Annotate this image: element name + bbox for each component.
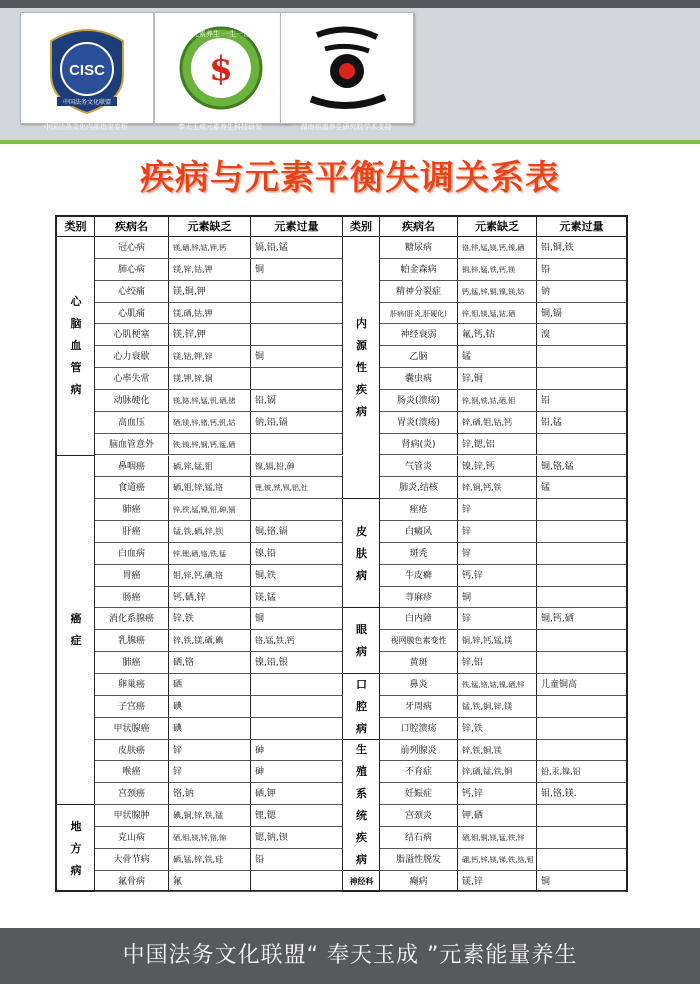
table-cell bbox=[537, 827, 626, 849]
table-cell: 肝病(肝炎,肝硬化) bbox=[380, 303, 458, 325]
table-cell: 脑血管意外 bbox=[95, 434, 169, 456]
table-cell: 铅,铜,铁 bbox=[537, 237, 626, 259]
table-cell: 锌,铜,钙,铁 bbox=[458, 477, 537, 499]
table-cell: 斑秃 bbox=[380, 543, 458, 565]
table-cell: 癫病 bbox=[380, 871, 458, 893]
table-cell: 钼,锌,钙,碘,铬 bbox=[169, 565, 251, 587]
table-cell: 镍,铅 bbox=[251, 543, 343, 565]
table-cell: 碘 bbox=[169, 696, 251, 718]
category-label: 口腔病 bbox=[356, 677, 367, 735]
table-cell: 镁,钾,锌,铜 bbox=[169, 368, 251, 390]
table-cell: 镍,镉,铅,砷 bbox=[251, 456, 343, 478]
logo-caption-1: 中国法务文化内部指定专柜 bbox=[44, 123, 128, 131]
table-cell: 砷 bbox=[251, 740, 343, 762]
table-cell: 精神分裂症 bbox=[380, 281, 458, 303]
table-cell: 白癜风 bbox=[380, 521, 458, 543]
table-cell: 肠炎(溃疡) bbox=[380, 390, 458, 412]
table-cell: 铜,锌,钙,锰,镁 bbox=[458, 630, 537, 652]
table-cell: 钙,硒,锌 bbox=[169, 587, 251, 609]
category-label: 眼病 bbox=[356, 623, 367, 659]
category-cell bbox=[57, 456, 95, 806]
table-cell: 钙,锌 bbox=[458, 565, 537, 587]
table-cell: 锌,钼,镁,锰,钴,硒 bbox=[458, 303, 537, 325]
table-cell bbox=[251, 696, 343, 718]
table-cell: 心绞痛 bbox=[95, 281, 169, 303]
table-cell: 铅,锰 bbox=[537, 412, 626, 434]
cisc-badge-subtext: 中国法务文化联盟 bbox=[62, 99, 112, 106]
cisc-badge-text: CISC bbox=[69, 62, 105, 79]
table-cell: 肺炎,结核 bbox=[380, 477, 458, 499]
table-cell bbox=[537, 346, 626, 368]
category-cell bbox=[343, 608, 380, 674]
table-cell bbox=[251, 324, 343, 346]
table-cell: 砷 bbox=[251, 761, 343, 783]
table-cell bbox=[537, 368, 626, 390]
table-cell: 肺癌 bbox=[95, 499, 169, 521]
table-cell: 铜,镉 bbox=[537, 303, 626, 325]
table-cell: 甲状腺肿 bbox=[95, 805, 169, 827]
table-cell: 肾病(炎) bbox=[380, 434, 458, 456]
table-cell: 氟 bbox=[169, 871, 251, 893]
table-cell: 乙脑 bbox=[380, 346, 458, 368]
table-cell: 鼻咽癌 bbox=[95, 456, 169, 478]
table-cell: 铜,铁 bbox=[251, 565, 343, 587]
table-cell bbox=[537, 805, 626, 827]
table-cell bbox=[537, 718, 626, 740]
table-cell bbox=[537, 543, 626, 565]
table-header-3: 元素过量 bbox=[251, 217, 343, 237]
table-cell: 锌 bbox=[458, 521, 537, 543]
table-cell: 硒 bbox=[169, 674, 251, 696]
table-cell: 高血压 bbox=[95, 412, 169, 434]
table-cell bbox=[251, 871, 343, 893]
table-cell: 锌,钢,铁,钴,硒,钼 bbox=[458, 390, 537, 412]
table-cell: 铬,钠 bbox=[169, 783, 251, 805]
table-cell: 锌,硒,钼,钴,钙 bbox=[458, 412, 537, 434]
table-cell: 钠,铅,镉 bbox=[251, 412, 343, 434]
table-cell: 铜,钙,硒 bbox=[537, 608, 626, 630]
table-cell: 黄斑 bbox=[380, 652, 458, 674]
table-cell: 荨麻疹 bbox=[380, 587, 458, 609]
table-cell: 动脉硬化 bbox=[95, 390, 169, 412]
table-cell: 铅 bbox=[537, 259, 626, 281]
table-cell: 溴 bbox=[537, 324, 626, 346]
table-cell: 不育症 bbox=[380, 761, 458, 783]
table-cell: 痤疮 bbox=[380, 499, 458, 521]
table-cell: 心率失常 bbox=[95, 368, 169, 390]
table-cell: 冠心病 bbox=[95, 237, 169, 259]
table-cell: 铁,锰,铬,钴,镍,硒,锌 bbox=[458, 674, 537, 696]
table-cell: 锌,铁,镁,硒,碘 bbox=[169, 630, 251, 652]
svg-text:$: $ bbox=[209, 49, 233, 89]
table-cell bbox=[537, 521, 626, 543]
table-header-2: 元素缺乏 bbox=[458, 217, 537, 237]
table-cell: 钙,锰,锌,铜,镍,镁,钴 bbox=[458, 281, 537, 303]
table-cell: 喉癌 bbox=[95, 761, 169, 783]
table-cell: 硒,锰,锌,铁,硅 bbox=[169, 849, 251, 871]
table-cell: 前列腺炎 bbox=[380, 740, 458, 762]
table-cell bbox=[537, 630, 626, 652]
table-cell: 铁,镁,锌,钢,钙,锰,硒 bbox=[169, 434, 251, 456]
table-cell: 锶,钠,钡 bbox=[251, 827, 343, 849]
disease-element-table bbox=[55, 215, 628, 892]
table-cell: 硒,铬 bbox=[169, 652, 251, 674]
table-header-1: 疾病名 bbox=[95, 217, 169, 237]
table-cell: 镁,锌 bbox=[458, 871, 537, 893]
table-cell: 铜 bbox=[458, 587, 537, 609]
table-cell: 肺心病 bbox=[95, 259, 169, 281]
table-cell: 氟骨病 bbox=[95, 871, 169, 893]
table-cell: 结石病 bbox=[380, 827, 458, 849]
table-cell bbox=[537, 740, 626, 762]
category-cell bbox=[343, 740, 380, 871]
table-cell bbox=[537, 434, 626, 456]
seal-text: 元素养生 一生一世 bbox=[191, 30, 251, 38]
accent-line bbox=[0, 140, 700, 144]
table-cell: 锌,铁 bbox=[458, 718, 537, 740]
table-cell: 铬,锌,锰,镁,钙,镍,硒 bbox=[458, 237, 537, 259]
table-cell: 肠癌 bbox=[95, 587, 169, 609]
table-cell: 碘 bbox=[169, 718, 251, 740]
table-cell: 心力衰歇 bbox=[95, 346, 169, 368]
table-cell: 锂,铍,铁,钡,铝,钍 bbox=[251, 477, 343, 499]
table-cell: 囊虫病 bbox=[380, 368, 458, 390]
table-cell: 铜,锌,锰,铁,钙,镁 bbox=[458, 259, 537, 281]
table-cell: 镍,锌,钙 bbox=[458, 456, 537, 478]
category-cell bbox=[343, 871, 380, 893]
table-cell: 铅,镉 bbox=[251, 390, 343, 412]
table-cell bbox=[537, 587, 626, 609]
table-cell: 锌,锶,铝 bbox=[458, 434, 537, 456]
table-cell: 克山病 bbox=[95, 827, 169, 849]
table-header-3: 元素过量 bbox=[537, 217, 626, 237]
table-cell: 锌 bbox=[458, 543, 537, 565]
table-cell: 镁,锌,钾 bbox=[169, 324, 251, 346]
table-cell: 口腔溃疡 bbox=[380, 718, 458, 740]
table-cell: 甲状腺癌 bbox=[95, 718, 169, 740]
table-cell bbox=[251, 303, 343, 325]
table-cell bbox=[537, 849, 626, 871]
table-cell: 锌,锂,硒,铬,铁,锰 bbox=[169, 543, 251, 565]
table-cell: 氟,钙,钴 bbox=[458, 324, 537, 346]
table-cell: 钙,锌 bbox=[458, 783, 537, 805]
category-label: 内源性疾病 bbox=[356, 317, 367, 419]
table-cell: 锌,铝 bbox=[458, 652, 537, 674]
table-cell: 牛皮癣 bbox=[380, 565, 458, 587]
table-cell bbox=[251, 281, 343, 303]
table-cell: 肝癌 bbox=[95, 521, 169, 543]
table-cell: 卵巢癌 bbox=[95, 674, 169, 696]
yucheng-logo bbox=[154, 12, 288, 124]
table-cell: 锌,铁,锰,镍,铅,砷,镉 bbox=[169, 499, 251, 521]
logo-caption-3: 湖南裕道养生研究院学术支持 bbox=[300, 123, 392, 131]
table-cell: 乳腺癌 bbox=[95, 630, 169, 652]
table-header-2: 元素缺乏 bbox=[169, 217, 251, 237]
table-cell: 视网膜色素变性 bbox=[380, 630, 458, 652]
table-cell: 锌,硒,锰,铁,铜 bbox=[458, 761, 537, 783]
table-cell: 硒,镁,锌,锗,钙,钒,钴 bbox=[169, 412, 251, 434]
category-cell bbox=[343, 499, 380, 608]
table-cell: 铅 bbox=[251, 849, 343, 871]
table-cell: 铬,锰,铁,钙 bbox=[251, 630, 343, 652]
table-cell: 镁,硒,钴,钾 bbox=[169, 303, 251, 325]
table-cell: 铅,汞,镍,铝 bbox=[537, 761, 626, 783]
table-cell bbox=[537, 696, 626, 718]
table-cell: 镁,铬,锌,锰,钒,硒,锗 bbox=[169, 390, 251, 412]
table-cell: 大骨节病 bbox=[95, 849, 169, 871]
table-cell: 锂,锶 bbox=[251, 805, 343, 827]
table-cell: 硒,钾 bbox=[251, 783, 343, 805]
table-cell: 肺癌 bbox=[95, 652, 169, 674]
table-cell: 硒,钼,锌,锰,铬 bbox=[169, 477, 251, 499]
table-cell: 镍,铅,银 bbox=[251, 652, 343, 674]
table-cell: 铜,铬,锰 bbox=[537, 456, 626, 478]
table-cell: 胃炎(溃疡) bbox=[380, 412, 458, 434]
table-cell bbox=[537, 652, 626, 674]
table-cell: 帕金森病 bbox=[380, 259, 458, 281]
table-cell: 锌 bbox=[169, 740, 251, 762]
table-cell bbox=[251, 368, 343, 390]
table-cell: 食道癌 bbox=[95, 477, 169, 499]
category-label: 心脑血管病 bbox=[70, 295, 82, 397]
table-cell bbox=[251, 499, 343, 521]
table-cell: 钼,铬,镁. bbox=[537, 783, 626, 805]
table-cell: 宫颈癌 bbox=[95, 783, 169, 805]
table-cell: 糖尿病 bbox=[380, 237, 458, 259]
category-cell bbox=[57, 237, 95, 456]
footer-slogan: 中国法务文化联盟“ 奉天玉成 ”元素能量养生 bbox=[0, 928, 700, 984]
table-cell: 硒,钼,镁,锌,铬,锦 bbox=[169, 827, 251, 849]
table-cell: 胃癌 bbox=[95, 565, 169, 587]
table-cell: 脂溢性脱发 bbox=[380, 849, 458, 871]
top-bar bbox=[0, 0, 700, 8]
category-label: 皮肤病 bbox=[356, 524, 367, 582]
category-label: 神经科 bbox=[349, 876, 374, 886]
table-cell bbox=[251, 718, 343, 740]
page-title: 疾病与元素平衡失调关系表 bbox=[140, 158, 560, 198]
table-cell: 铜,铬,镉 bbox=[251, 521, 343, 543]
table-cell: 心肌梗塞 bbox=[95, 324, 169, 346]
table-cell: 铜 bbox=[537, 871, 626, 893]
table-cell: 锰,铁,硒,锌,钡 bbox=[169, 521, 251, 543]
table-header-0: 类别 bbox=[57, 217, 95, 237]
table-cell: 镁,锰 bbox=[251, 587, 343, 609]
table-cell: 宫颈炎 bbox=[380, 805, 458, 827]
category-label: 地方病 bbox=[70, 819, 82, 877]
table-cell: 锌 bbox=[169, 761, 251, 783]
table-cell: 儿童铜高 bbox=[537, 674, 626, 696]
table-cell: 妊娠症 bbox=[380, 783, 458, 805]
table-cell: 铜 bbox=[251, 346, 343, 368]
table-cell bbox=[537, 565, 626, 587]
table-cell: 消化系腺癌 bbox=[95, 608, 169, 630]
table-cell: 铜 bbox=[251, 608, 343, 630]
table-cell: 镁,硒,锌,钴,钾,钙 bbox=[169, 237, 251, 259]
calligraphy-logo bbox=[280, 12, 414, 124]
table-header-0: 类别 bbox=[343, 217, 380, 237]
category-cell bbox=[343, 674, 380, 740]
table-cell bbox=[251, 434, 343, 456]
table-cell: 牙周病 bbox=[380, 696, 458, 718]
table-cell: 气管炎 bbox=[380, 456, 458, 478]
table-cell: 锌,铁 bbox=[169, 608, 251, 630]
logo-caption-2: 奉天玉成元素养生科技研发 bbox=[178, 123, 262, 131]
table-cell: 锌,铁,铜,镁 bbox=[458, 740, 537, 762]
table-cell: 白内障 bbox=[380, 608, 458, 630]
table-cell: 锰 bbox=[537, 477, 626, 499]
table-cell: 镁,铜,钾 bbox=[169, 281, 251, 303]
table-cell: 铅 bbox=[537, 390, 626, 412]
category-cell bbox=[343, 237, 380, 499]
table-cell: 锰 bbox=[458, 346, 537, 368]
table-cell: 心肌痛 bbox=[95, 303, 169, 325]
table-cell: 鼻炎 bbox=[380, 674, 458, 696]
table-cell: 锌 bbox=[458, 608, 537, 630]
table-cell bbox=[537, 499, 626, 521]
table-cell: 子宫癌 bbox=[95, 696, 169, 718]
table-cell bbox=[251, 674, 343, 696]
table-cell: 神经衰弱 bbox=[380, 324, 458, 346]
category-label: 生殖系统疾病 bbox=[356, 743, 367, 867]
table-cell: 钠 bbox=[537, 281, 626, 303]
table-cell: 锰,铁,铜,锌,镁 bbox=[458, 696, 537, 718]
table-cell: 镉,铅,锰 bbox=[251, 237, 343, 259]
table-header-1: 疾病名 bbox=[380, 217, 458, 237]
table-cell: 皮肤癌 bbox=[95, 740, 169, 762]
table-cell: 镁,锌,钴,钾 bbox=[169, 259, 251, 281]
category-cell bbox=[57, 805, 95, 892]
table-cell: 硒,锌,锰,钼 bbox=[169, 456, 251, 478]
table-cell: 白血病 bbox=[95, 543, 169, 565]
category-label: 癌症 bbox=[70, 612, 82, 648]
table-cell: 锌 bbox=[458, 499, 537, 521]
table-cell: 硒,钼,铜,镁,锰,铁,锌 bbox=[458, 827, 537, 849]
table-cell: 硼,钙,锌,镁,锑,铁,铬,钼 bbox=[458, 849, 537, 871]
table-cell: 铜 bbox=[251, 259, 343, 281]
cisc-logo bbox=[20, 12, 154, 124]
table-cell: 碘,铜,锌,铁,锰 bbox=[169, 805, 251, 827]
table-cell: 钾,硒 bbox=[458, 805, 537, 827]
table-cell: 镁,钴,钾,锌 bbox=[169, 346, 251, 368]
table-cell: 锌,铜 bbox=[458, 368, 537, 390]
